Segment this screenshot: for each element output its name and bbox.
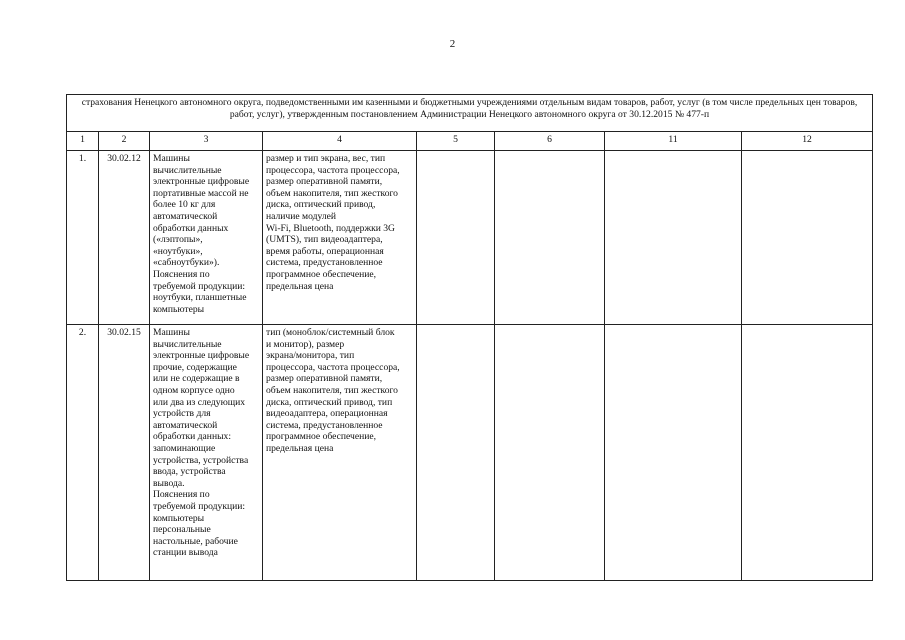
- okpd-code: 30.02.15: [99, 325, 150, 581]
- row-number: 1.: [67, 151, 99, 325]
- column-number: 3: [150, 132, 263, 151]
- regulation-table: [66, 94, 873, 581]
- column-number: 6: [495, 132, 605, 151]
- column-number: 4: [263, 132, 417, 151]
- cell-col12: [742, 325, 873, 581]
- cell-col5: [417, 151, 495, 325]
- cell-col11: [605, 325, 742, 581]
- cell-col11: [605, 151, 742, 325]
- table-header-text: страхования Ненецкого автономного округа, подведомственными им казенными и бюджетными учреждениями отдельным видам товаров, работ, услуг (в том числе предельных цен товаров, работ, услуг), утвержденным постановлением Администрации Ненецкого автономного округа от 30.12.2015 № 477-п: [67, 95, 873, 132]
- product-name: Машины вычислительные электронные цифровые прочие, содержащие или не содержащие в одном корпусе одно или два из следующих устройств для автоматической обработки данных: запоминающие устройства, устройства ввода, устройства вывода. Пояснения по требуемой продукции: компьютеры персональные настольные, рабочие станции вывода: [150, 325, 263, 581]
- column-number: 1: [67, 132, 99, 151]
- column-number: 2: [99, 132, 150, 151]
- column-number: 11: [605, 132, 742, 151]
- column-number: 12: [742, 132, 873, 151]
- column-number-row: [67, 132, 873, 151]
- product-characteristics: тип (моноблок/системный блок и монитор), размер экрана/монитора, тип процессора, частота процессора, размер оперативной памяти, объем накопителя, тип жесткого диска, оптический привод, тип видеоадаптера, операционная система, предустановленное программное обеспечение, предельная цена: [263, 325, 417, 581]
- cell-col12: [742, 151, 873, 325]
- product-name: Машины вычислительные электронные цифровые портативные массой не более 10 кг для автоматической обработки данных («лэптопы», «ноутбуки», «сабноутбуки»). Пояснения по требуемой продукции: ноутбуки, планшетные компьютеры: [150, 151, 263, 325]
- table-header-row: [67, 95, 873, 132]
- okpd-code: 30.02.12: [99, 151, 150, 325]
- page-number: 2: [449, 38, 456, 50]
- table-row: [67, 325, 873, 581]
- cell-col6: [495, 151, 605, 325]
- cell-col5: [417, 325, 495, 581]
- cell-col6: [495, 325, 605, 581]
- row-number: 2.: [67, 325, 99, 581]
- table-row: [67, 151, 873, 325]
- column-number: 5: [417, 132, 495, 151]
- product-characteristics: размер и тип экрана, вес, тип процессора, частота процессора, размер оперативной памяти, объем накопителя, тип жесткого диска, оптический привод, наличие модулей Wi-Fi, Bluetooth, поддержки 3G (UMTS), тип видеоадаптера, время работы, операционная система, предустановленное программное обеспечение, предельная цена: [263, 151, 417, 325]
